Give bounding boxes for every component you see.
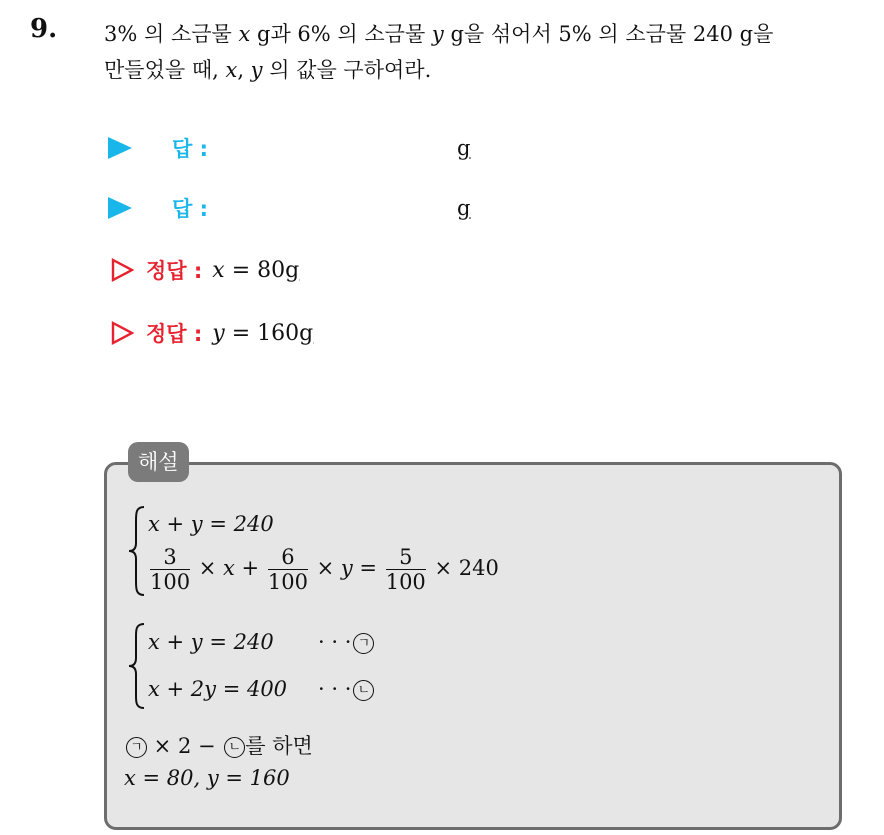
system2-eq1-marker: · · · ㄱ	[318, 630, 374, 654]
answer-row-1[interactable]	[108, 130, 208, 166]
solution-label: 정답 :	[146, 259, 203, 283]
solution-label: 정답 :	[146, 322, 203, 346]
system2-eq2: x + 2y = 400	[148, 677, 288, 701]
solution-row-1	[110, 250, 299, 290]
left-brace-icon	[126, 505, 148, 597]
answer-unit: g	[457, 136, 471, 160]
system1-eq1: x + y = 240	[148, 512, 274, 536]
outline-triangle-icon	[110, 258, 134, 282]
solution-value: y = 160g	[212, 320, 314, 346]
solution-row-2	[110, 313, 313, 353]
circle-nieun-icon: ㄴ	[353, 680, 374, 701]
answer-label: 답 :	[172, 197, 208, 221]
explanation-tab: 해설	[128, 442, 189, 482]
circle-nieun-icon: ㄴ	[224, 737, 245, 758]
answer-row-2[interactable]	[108, 190, 208, 226]
circle-giyeok-icon: ㄱ	[126, 737, 147, 758]
left-brace-icon	[126, 622, 148, 710]
system1-eq2: $\frac{3}{100}$ × x + $\frac{6}{100}$ × y = $\frac{5}{100}$ × 240	[150, 545, 499, 594]
answer-unit: g	[457, 196, 471, 220]
system2-eq2-marker: · · · ㄴ	[318, 677, 374, 701]
question-number: 9.	[30, 14, 58, 44]
outline-triangle-icon	[110, 321, 134, 345]
question-text: 3% 의 소금물 x g과 6% 의 소금물 y g을 섞어서 5% 의 소금물 240 g을 만들었을 때, x, y 의 값을 구하여라.	[104, 22, 774, 82]
play-triangle-icon	[108, 137, 132, 159]
operation-line: ㄱ × 2 − ㄴ 를 하면	[124, 730, 313, 760]
result-line: x = 80, y = 160	[124, 766, 290, 790]
circle-giyeok-icon: ㄱ	[353, 633, 374, 654]
answer-label: 답 :	[172, 137, 208, 161]
system2-eq1: x + y = 240	[148, 630, 274, 654]
solution-value: x = 80g	[212, 257, 300, 283]
play-triangle-icon	[108, 197, 132, 219]
